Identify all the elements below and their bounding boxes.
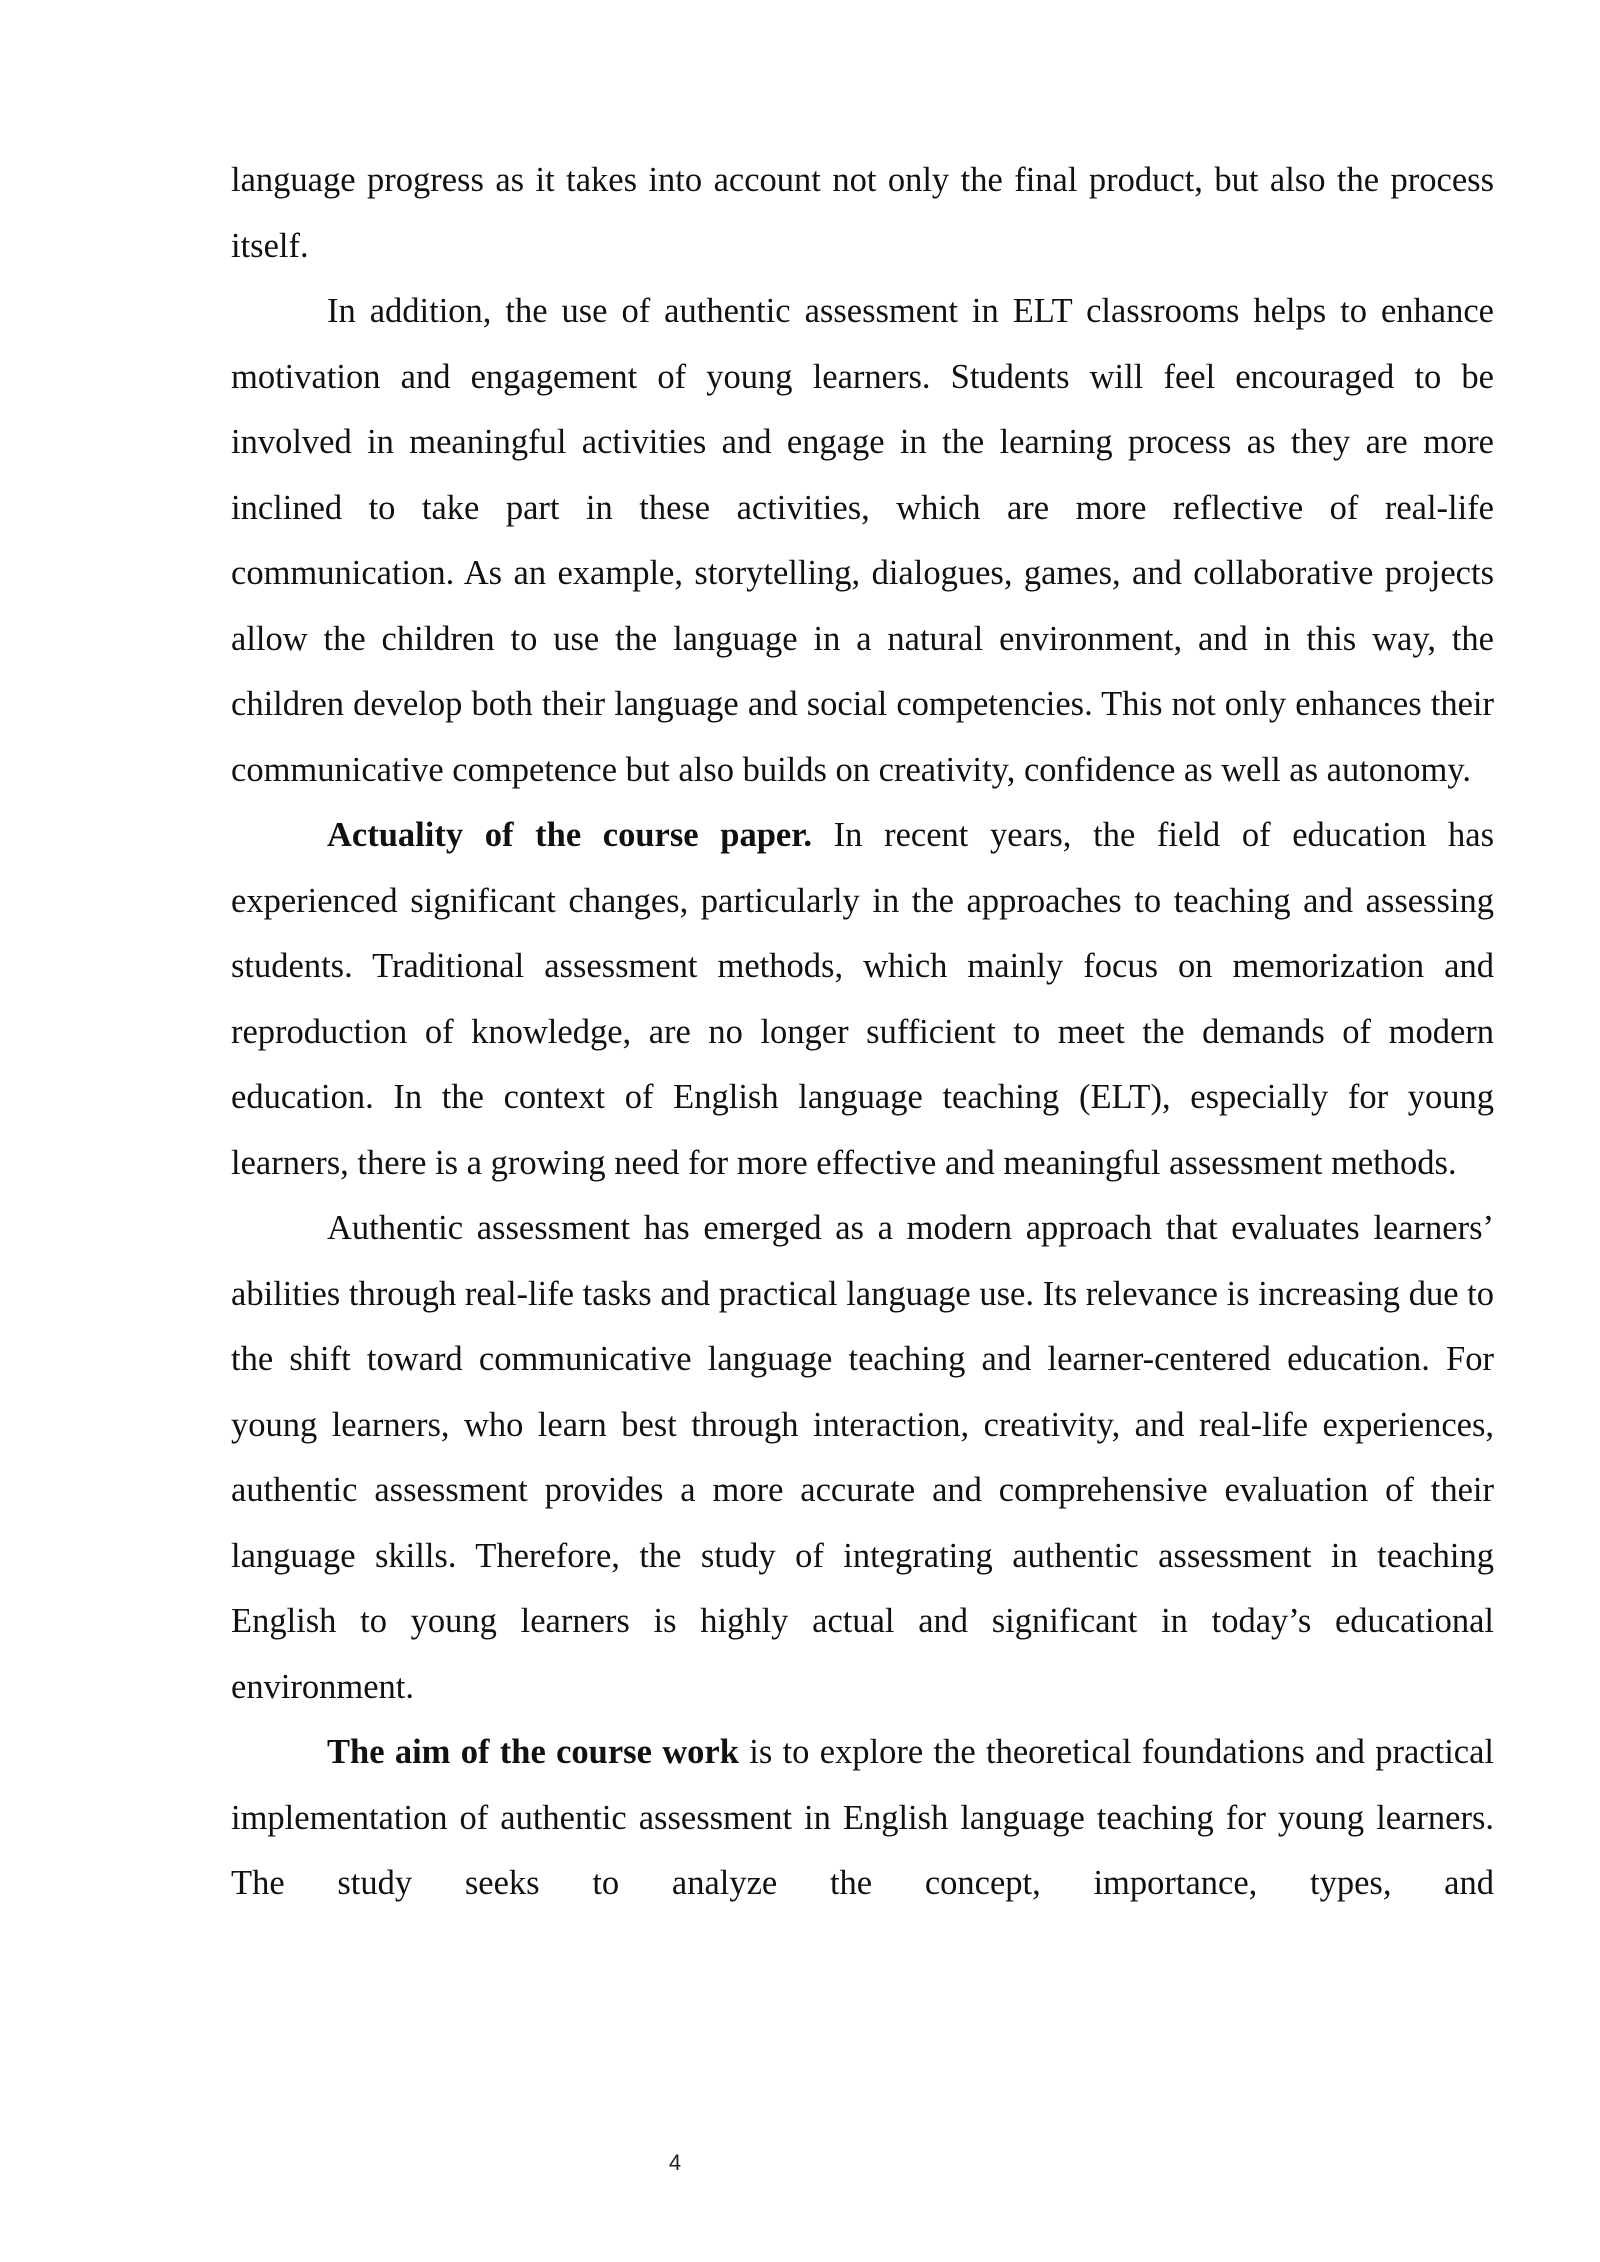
paragraph-text: Authentic assessment has emerged as a modern approach that evaluates learners’ abilities through real-life tasks and practical language use. Its relevance is increasing due to the shift toward communicative language teaching and learner-centered education. For young learners, who learn best through interaction, creativity, and real-life experiences, authentic assessment provides a more accurate and comprehensive evaluation of their language skills. Therefore, the study of integrating authentic assessment in teaching English to young learners is highly actual and significant in today’s educational environment.: [231, 1209, 1494, 1706]
paragraph-authentic-assessment: [231, 1196, 1494, 1720]
document-body: [231, 148, 1494, 1917]
paragraph-continuation: [231, 148, 1494, 279]
paragraph-motivation: [231, 279, 1494, 803]
paragraph-text: In addition, the use of authentic assessment in ELT classrooms helps to enhance motivation and engagement of young learners. Students will feel encouraged to be involved in meaningful activities and engage in the learning process as they are more inclined to take part in these activities, which are more reflective of real-life communication. As an example, storytelling, dialogues, games, and collaborative projects allow the children to use the language in a natural environment, and in this way, the children develop both their language and social competencies. This not only enhances their communicative competence but also builds on creativity, confidence as well as autonomy.: [231, 292, 1494, 789]
paragraph-lead-heading: Actuality of the course paper.: [327, 816, 812, 854]
paragraph-actuality: [231, 803, 1494, 1196]
paragraph-aim: [231, 1720, 1494, 1917]
page-number: 4: [668, 2150, 682, 2175]
paragraph-text: is to explore the theoretical foundations and practical implementation of authentic assessment in English language teaching for young learners. The study seeks to analyze the concept, importance, types, and: [231, 1733, 1495, 1902]
paragraph-text: In recent years, the field of education has experienced significant changes, particularly in the approaches to teaching and assessing students. Traditional assessment methods, which mainly focus on memorization and reproduction of knowledge, are no longer sufficient to meet the demands of modern education. In the context of English language teaching (ELT), especially for young learners, there is a growing need for more effective and meaningful assessment methods.: [231, 816, 1494, 1182]
paragraph-text: language progress as it takes into account not only the final product, but also the process itself.: [231, 161, 1494, 265]
paragraph-lead-heading: The aim of the course work: [327, 1733, 739, 1771]
